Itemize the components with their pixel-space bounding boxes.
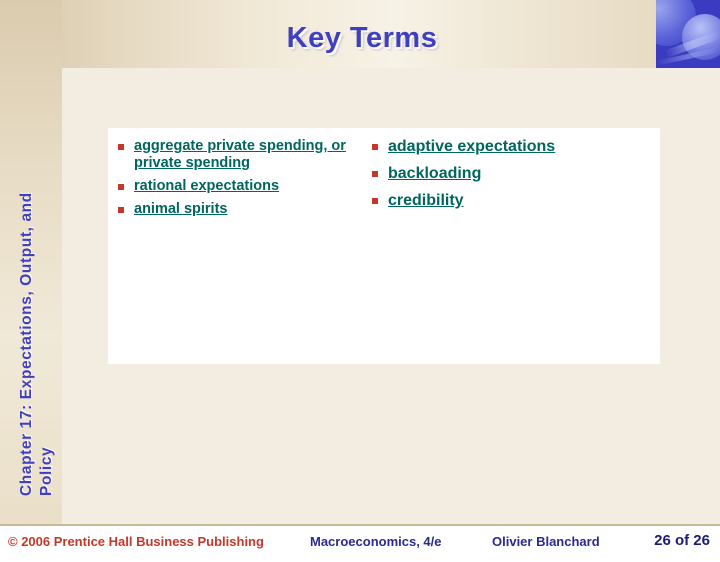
term-label: aggregate private spending, or private spending — [134, 138, 346, 172]
footer-copyright: © 2006 Prentice Hall Business Publishing — [8, 534, 264, 549]
footer-book-title: Macroeconomics, 4/e — [310, 534, 442, 549]
footer-page-number: 26 of 26 — [654, 532, 710, 549]
terms-column-left — [116, 138, 372, 224]
terms-panel — [108, 128, 660, 364]
square-bullet-icon — [372, 171, 378, 177]
term-label: rational expectations — [134, 178, 280, 195]
decorative-graphic — [656, 0, 720, 68]
square-bullet-icon — [118, 207, 124, 213]
term-label: backloading — [388, 164, 482, 182]
term-label: credibility — [388, 191, 464, 209]
footer-author: Olivier Blanchard — [492, 534, 600, 549]
page-title: Key Terms — [286, 22, 438, 54]
chapter-sidebar-line-2: Policy — [38, 446, 55, 496]
chapter-sidebar-line-1: Chapter 17: Expectations, Output, and — [18, 192, 35, 496]
square-bullet-icon — [118, 184, 124, 190]
terms-list-left — [116, 138, 372, 218]
term-label: adaptive expectations — [388, 138, 556, 155]
list-item — [116, 178, 372, 195]
term-label: animal spirits — [134, 201, 228, 218]
chapter-sidebar — [0, 118, 62, 518]
square-bullet-icon — [372, 198, 378, 204]
terms-column-right — [370, 138, 650, 219]
list-item — [370, 192, 650, 211]
list-item — [370, 165, 650, 184]
list-item — [370, 138, 650, 157]
list-item — [116, 138, 372, 172]
square-bullet-icon — [372, 144, 378, 150]
footer — [0, 526, 720, 562]
list-item — [116, 201, 372, 218]
terms-list-right — [370, 138, 650, 211]
square-bullet-icon — [118, 144, 124, 150]
